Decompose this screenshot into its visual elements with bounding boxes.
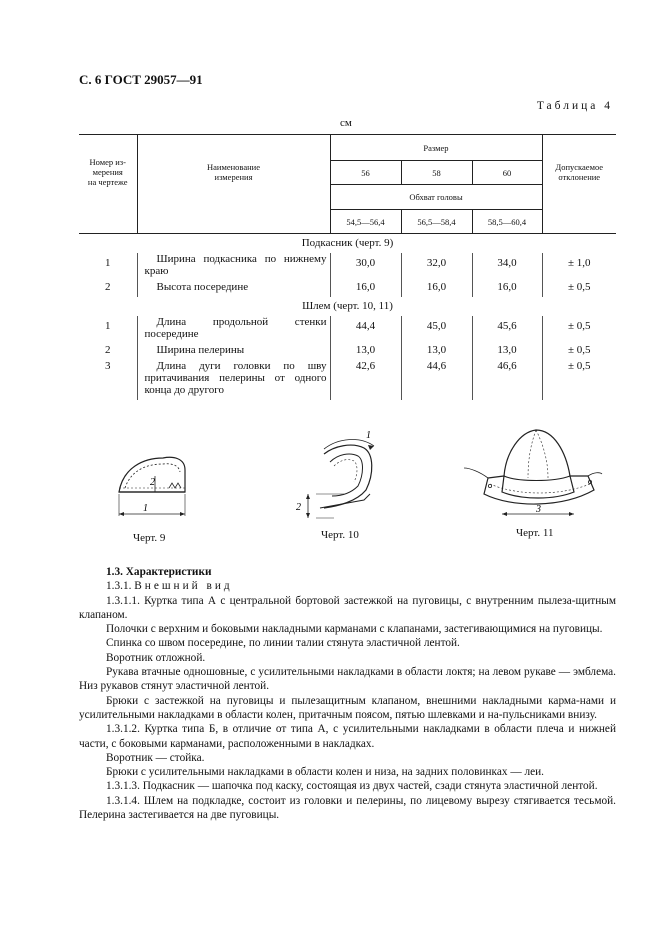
row-value-56: 13,0 bbox=[330, 344, 401, 360]
header-tolerance: Допускаемое отклонение bbox=[542, 135, 616, 210]
fig9-label-1: 1 bbox=[143, 503, 148, 514]
row-num: 1 bbox=[105, 320, 111, 332]
row-value-56: 44,4 bbox=[330, 316, 401, 344]
header-size-58: 58 bbox=[401, 161, 472, 185]
header-size-56: 56 bbox=[330, 161, 401, 185]
figure-11-helmet-front-drawing bbox=[462, 422, 606, 522]
fig10-label-1: 1 bbox=[366, 430, 371, 441]
row-value-60: 13,0 bbox=[472, 344, 542, 360]
row-name: Длина дуги головки по шву притачивания пелерины от одного конца до другого bbox=[137, 360, 330, 400]
fig10-label-2: 2 bbox=[296, 502, 301, 513]
row-value-60: 16,0 bbox=[472, 281, 542, 297]
header-size: Размер bbox=[330, 135, 542, 161]
table-row bbox=[79, 281, 616, 297]
row-tolerance: ± 1,0 bbox=[542, 253, 616, 281]
measurements-table bbox=[79, 134, 616, 400]
table-caption: Таблица 4 bbox=[536, 100, 613, 112]
header-range-1: 54,5—56,4 bbox=[330, 210, 401, 234]
section-heading: 1.3. Характеристики bbox=[106, 566, 212, 578]
table-unit: см bbox=[340, 117, 352, 129]
header-name: Наименование измерения bbox=[137, 135, 330, 210]
fig9-label-2: 2 bbox=[150, 477, 155, 488]
figure-10-helmet-side-drawing bbox=[294, 424, 388, 522]
row-num: 2 bbox=[105, 344, 111, 356]
paragraph: 1.3.1.1. Куртка типа А с центральной бортовой застежкой на пуговицы, с внутренним пылеза-щитным клапаном. bbox=[79, 594, 616, 621]
row-value-60: 34,0 bbox=[472, 253, 542, 281]
table-row bbox=[79, 360, 616, 400]
paragraph: Брюки с усилительными накладками в области колен и низа, на задних половинках — леи. bbox=[106, 766, 544, 779]
table-row bbox=[79, 316, 616, 344]
header-range-2: 56,5—58,4 bbox=[401, 210, 472, 234]
row-value-58: 44,6 bbox=[401, 360, 472, 400]
header-range-3: 58,5—60,4 bbox=[472, 210, 542, 234]
figure-9-cap-drawing bbox=[103, 448, 195, 526]
characteristics-text bbox=[79, 565, 616, 822]
row-value-58: 45,0 bbox=[401, 316, 472, 344]
header-size-60: 60 bbox=[472, 161, 542, 185]
row-value-58: 32,0 bbox=[401, 253, 472, 281]
header-girth: Обхват головы bbox=[330, 185, 542, 210]
row-num: 2 bbox=[105, 281, 111, 293]
paragraph: 1.3.1.3. Подкасник — шапочка под каску, состоящая из двух частей, сзади стянута эластичной лентой. bbox=[106, 780, 598, 793]
row-value-58: 16,0 bbox=[401, 281, 472, 297]
row-tolerance: ± 0,5 bbox=[542, 281, 616, 297]
row-num: 3 bbox=[105, 360, 111, 372]
paragraph: Воротник отложной. bbox=[106, 651, 206, 664]
paragraph: 1.3.1.2. Куртка типа Б, в отличие от типа А, с усилительными накладками в области плеча и нижней части, с боковыми карманами, расположенными в накладках. bbox=[79, 723, 616, 750]
page-header: С. 6 ГОСТ 29057—91 bbox=[79, 72, 203, 87]
header-num: Номер из- мерения на чертеже bbox=[79, 135, 137, 210]
row-value-58: 13,0 bbox=[401, 344, 472, 360]
row-value-56: 16,0 bbox=[330, 281, 401, 297]
row-tolerance: ± 0,5 bbox=[542, 344, 616, 360]
row-value-56: 42,6 bbox=[330, 360, 401, 400]
row-value-56: 30,0 bbox=[330, 253, 401, 281]
paragraph: Брюки с застежкой на пуговицы и пылезащитным клапаном, внешними накладными карма-нами и усилительными накладками в области колен, притачным поясом, пятью шлевками и на-пульсниками внизу. bbox=[79, 694, 616, 721]
row-tolerance: ± 0,5 bbox=[542, 360, 616, 400]
section-title: Шлем (черт. 10, 11) bbox=[302, 300, 393, 312]
row-tolerance: ± 0,5 bbox=[542, 316, 616, 344]
section-title: Подкасник (черт. 9) bbox=[301, 237, 394, 249]
row-name: Ширина пелерины bbox=[137, 344, 330, 360]
paragraph: Воротник — стойка. bbox=[106, 751, 205, 764]
paragraph: Спинка со швом посередине, по линии талии стянута эластичной лентой. bbox=[106, 637, 460, 650]
row-name: Высота посередине bbox=[137, 281, 330, 297]
paragraph: 1.3.1.4. Шлем на подкладке, состоит из головки и пелерины, по лицевому вырезу стягивается тесьмой. Пелерина застегивается на две пуговицы. bbox=[79, 794, 616, 822]
row-num: 1 bbox=[105, 257, 111, 269]
subsection-heading: 1.3.1. Внешний вид bbox=[106, 580, 233, 593]
paragraph: Рукава втачные одношовные, с усилительными накладками в области локтя; на левом рукаве — эмблема. Низ рукавов стянут эластичной лентой. bbox=[79, 666, 616, 693]
figure-9-caption: Черт. 9 bbox=[133, 532, 166, 544]
row-value-60: 46,6 bbox=[472, 360, 542, 400]
row-value-60: 45,6 bbox=[472, 316, 542, 344]
paragraph: Полочки с верхним и боковыми накладными карманами с клапанами, застегивающимися на пуговицы. bbox=[106, 623, 603, 636]
row-name: Ширина подкасника по нижнему краю bbox=[137, 253, 330, 281]
table-row bbox=[79, 253, 616, 281]
figure-11-caption: Черт. 11 bbox=[516, 527, 554, 539]
fig11-label-3: 3 bbox=[536, 504, 541, 515]
row-name: Длина продольной стенки посередине bbox=[137, 316, 330, 344]
figure-10-caption: Черт. 10 bbox=[321, 529, 359, 541]
table-row bbox=[79, 344, 616, 360]
